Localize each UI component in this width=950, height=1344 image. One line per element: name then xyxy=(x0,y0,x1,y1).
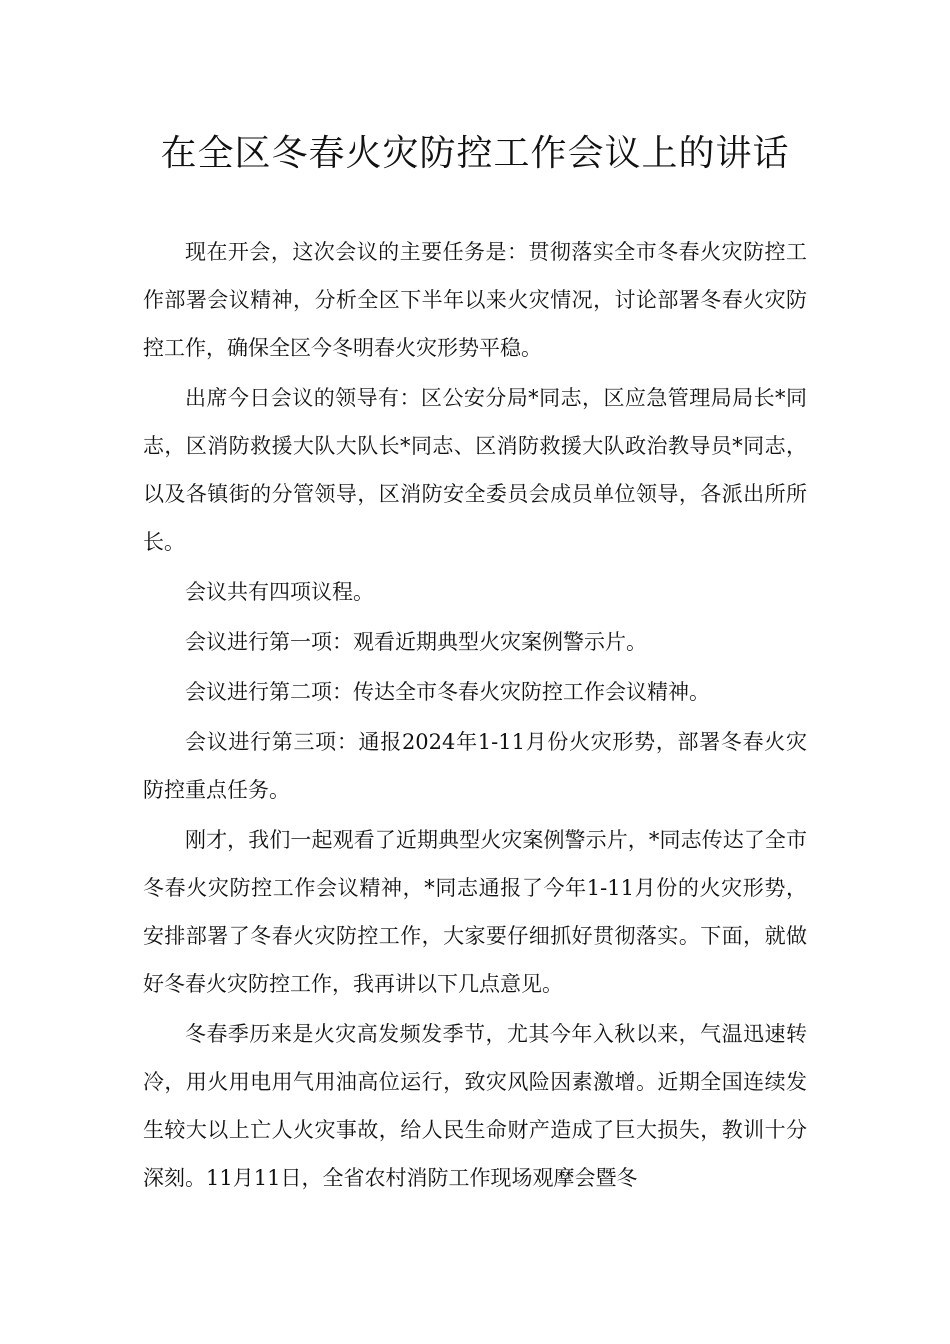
paragraph-agenda-item-3: 会议进行第三项：通报2024年1-11月份火灾形势，部署冬春火灾防控重点任务。 xyxy=(143,730,807,802)
paragraph-agenda-item-1: 会议进行第一项：观看近期典型火灾案例警示片。 xyxy=(185,630,647,654)
document-body xyxy=(143,228,807,1204)
paragraph-situation: 冬春季历来是火灾高发频发季节，尤其今年入秋以来，气温迅速转冷，用火用电用气用油高位运行，致灾风险因素激增。近期全国连续发生较大以上亡人火灾事故，给人民生命财产造成了巨大损失，教训十分深刻。11月11日，全省农村消防工作现场观摩会暨冬 xyxy=(143,1022,807,1190)
paragraph-agenda-item-2: 会议进行第二项：传达全市冬春火灾防控工作会议精神。 xyxy=(185,680,710,704)
paragraph-summary: 刚才，我们一起观看了近期典型火灾案例警示片，*同志传达了全市冬春火灾防控工作会议精神，*同志通报了今年1-11月份的火灾形势，安排部署了冬春火灾防控工作，大家要仔细抓好贯彻落实。下面，就做好冬春火灾防控工作，我再讲以下几点意见。 xyxy=(143,828,807,996)
document-title: 在全区冬春火灾防控工作会议上的讲话 xyxy=(160,133,790,174)
paragraph-agenda-count: 会议共有四项议程。 xyxy=(185,580,374,604)
paragraph-attendees: 出席今日会议的领导有：区公安分局*同志，区应急管理局局长*同志，区消防救援大队大队长*同志、区消防救援大队政治教导员*同志，以及各镇街的分管领导，区消防安全委员会成员单位领导，各派出所所长。 xyxy=(143,386,807,554)
paragraph-opening: 现在开会，这次会议的主要任务是：贯彻落实全市冬春火灾防控工作部署会议精神，分析全区下半年以来火灾情况，讨论部署冬春火灾防控工作，确保全区今冬明春火灾形势平稳。 xyxy=(143,240,807,360)
